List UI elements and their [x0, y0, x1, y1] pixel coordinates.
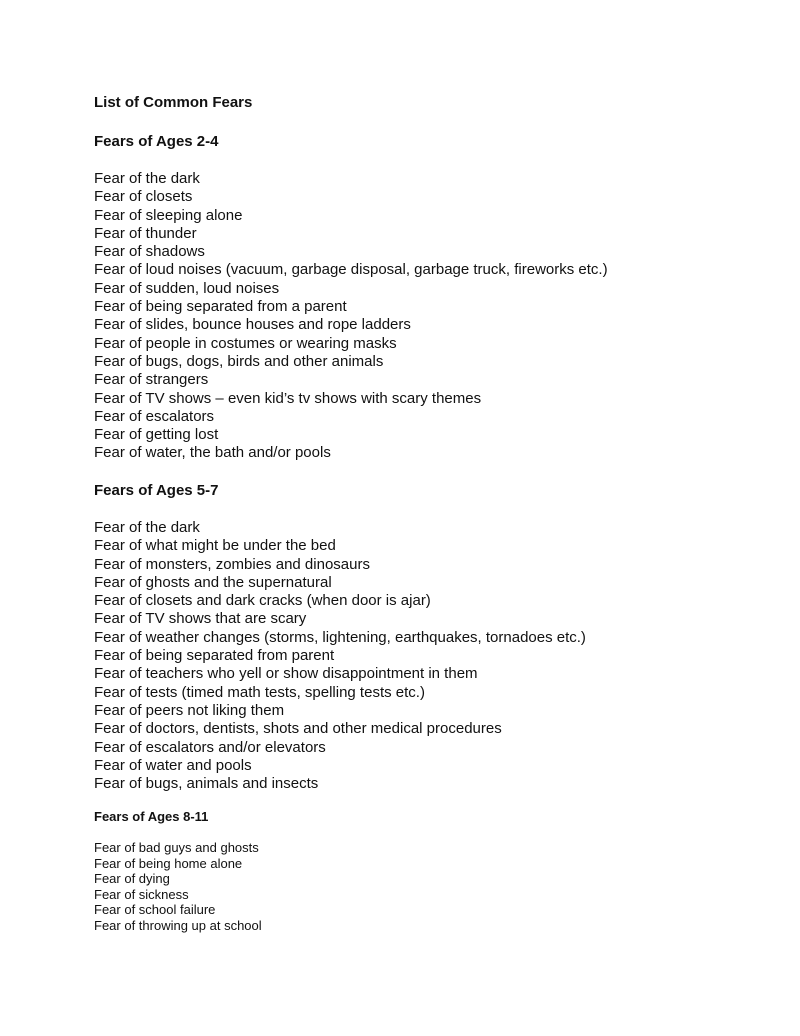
section-ages-2-4: [94, 132, 784, 463]
section-heading: Fears of Ages 2-4: [94, 133, 219, 150]
list-item: Fear of water, the bath and/or pools: [94, 444, 331, 462]
list-item: Fear of water and pools: [94, 756, 252, 774]
list-item: Fear of teachers who yell or show disappointment in them: [94, 665, 478, 683]
list-item: Fear of weather changes (storms, lightening, earthquakes, tornadoes etc.): [94, 628, 586, 646]
section-ages-5-7: [94, 481, 784, 793]
list-item: Fear of tests (timed math tests, spelling tests etc.): [94, 683, 425, 701]
list-item: Fear of closets and dark cracks (when door is ajar): [94, 592, 431, 610]
list-item: Fear of TV shows that are scary: [94, 610, 307, 628]
list-item: Fear of doctors, dentists, shots and other medical procedures: [94, 720, 502, 738]
list-item: Fear of slides, bounce houses and rope ladders: [94, 316, 411, 334]
list-item: Fear of closets: [94, 188, 193, 206]
list-item: Fear of strangers: [94, 371, 209, 389]
list-item: Fear of being separated from parent: [94, 647, 335, 665]
list-item: Fear of being separated from a parent: [94, 298, 347, 316]
list-item: Fear of sickness: [94, 886, 189, 902]
section-heading: Fears of Ages 8-11: [94, 809, 209, 824]
list-item: Fear of bugs, dogs, birds and other animals: [94, 352, 384, 370]
list-item: Fear of shadows: [94, 243, 205, 261]
list-item: Fear of escalators: [94, 407, 215, 425]
list-item: Fear of throwing up at school: [94, 917, 262, 933]
list-item: Fear of school failure: [94, 902, 216, 918]
fear-list: [94, 519, 784, 793]
list-item: Fear of peers not liking them: [94, 701, 285, 719]
section-ages-8-11: [94, 808, 784, 934]
list-item: Fear of monsters, zombies and dinosaurs: [94, 555, 370, 573]
list-item: Fear of the dark: [94, 170, 200, 187]
list-item: Fear of ghosts and the supernatural: [94, 573, 332, 591]
list-item: Fear of TV shows – even kid’s tv shows with scary themes: [94, 389, 482, 407]
list-item: Fear of loud noises (vacuum, garbage disposal, garbage truck, fireworks etc.): [94, 261, 608, 279]
fear-list: [94, 840, 784, 934]
list-item: Fear of dying: [94, 871, 170, 887]
list-item: Fear of bugs, animals and insects: [94, 775, 319, 793]
list-item: Fear of bad guys and ghosts: [94, 840, 259, 855]
section-heading: Fears of Ages 5-7: [94, 482, 219, 499]
list-item: Fear of people in costumes or wearing masks: [94, 334, 397, 352]
document-title: List of Common Fears: [94, 94, 253, 111]
list-item: Fear of being home alone: [94, 855, 243, 871]
list-item: Fear of sudden, loud noises: [94, 279, 280, 297]
list-item: Fear of getting lost: [94, 426, 219, 444]
list-item: Fear of the dark: [94, 519, 200, 536]
list-item: Fear of escalators and/or elevators: [94, 738, 326, 756]
list-item: Fear of what might be under the bed: [94, 537, 336, 555]
fear-list: [94, 170, 784, 463]
list-item: Fear of thunder: [94, 224, 197, 242]
list-item: Fear of sleeping alone: [94, 206, 243, 224]
